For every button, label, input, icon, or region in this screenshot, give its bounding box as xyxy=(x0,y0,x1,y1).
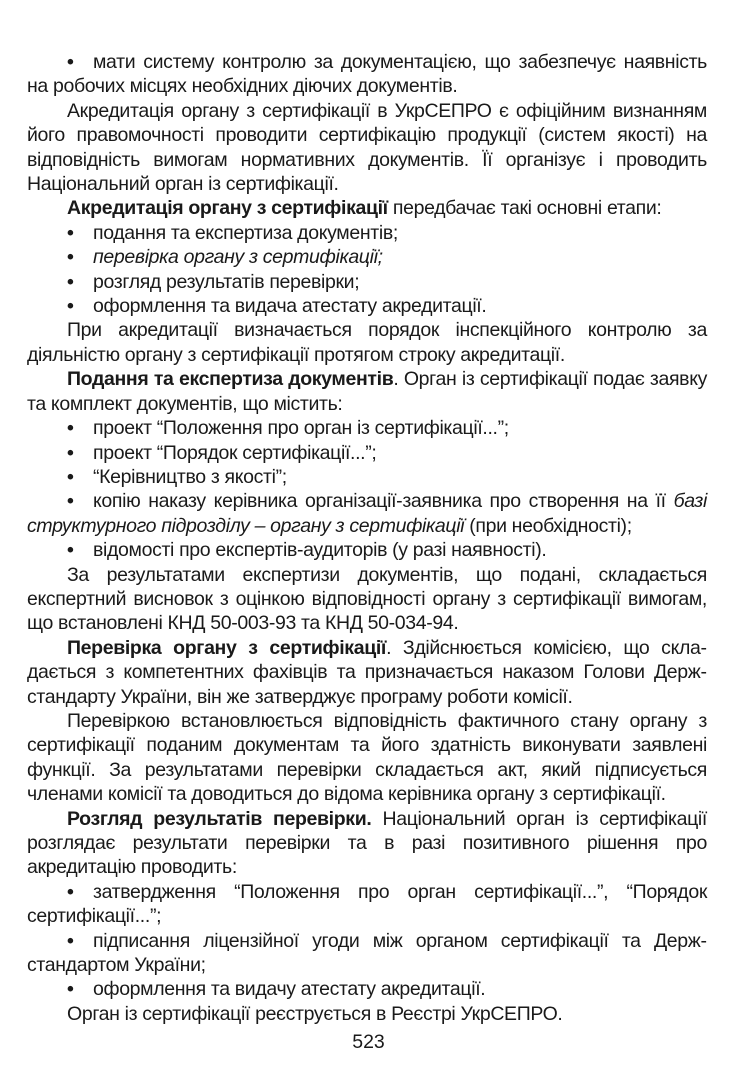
paragraph xyxy=(27,1002,707,1026)
bullet-icon: • xyxy=(67,929,74,952)
bullet-item xyxy=(27,489,707,538)
bold-run: Перевірка органу з сертифікації xyxy=(67,636,387,659)
bullet-item xyxy=(27,465,707,489)
paragraph xyxy=(27,196,707,220)
text-run: розгляд результатів перевірки; xyxy=(93,270,360,293)
bullet-icon: • xyxy=(67,539,74,562)
text-run: Перевіркою встановлюється відповідність фактичного стану органу з сертифікації поданим документам та його здатність виконувати заявлені функції. За результатами перевірки складається акт, який підписується членами комісії та доводиться до відома керівника органу з сертифікації. xyxy=(27,709,707,806)
bullet-icon: • xyxy=(67,221,74,244)
paragraph xyxy=(27,636,707,709)
bullet-icon: • xyxy=(67,246,74,269)
bullet-icon: • xyxy=(67,880,74,903)
text-run: За результатами експертизи документів, що подані, складається експертний висновок з оцінкою відповідності органу з сертифікації вимогам, що встановлені КНД 50-003-93 та КНД 50-034-94. xyxy=(27,563,707,635)
bullet-item xyxy=(27,977,707,1001)
bold-run: Акредитація органу з сертифікації xyxy=(67,197,388,220)
text-run: Національний орган із сертифікації розглядає результати перевірки та в разі позитивного рішення про акредитацію проводить: xyxy=(27,807,707,879)
paragraph xyxy=(27,709,707,807)
text-run: оформлення та видачу атестату акредитації. xyxy=(93,978,486,1001)
bullet-item xyxy=(27,294,707,318)
bullet-item xyxy=(27,221,707,245)
text-run: копію наказу керівника організації-заявника про створення на її xyxy=(93,490,674,513)
text-run: передбачає такі основні етапи: xyxy=(387,197,662,220)
bullet-item xyxy=(27,929,707,978)
bullet-item xyxy=(27,270,707,294)
bullet-item xyxy=(27,441,707,465)
paragraph xyxy=(27,99,707,197)
bullet-icon: • xyxy=(67,295,74,318)
bold-run: Розгляд результатів перевірки. xyxy=(67,807,372,830)
page-body-text xyxy=(27,50,707,1026)
text-run: оформлення та видача атестату акредитації. xyxy=(93,295,487,318)
bullet-icon: • xyxy=(67,490,74,513)
text-run: підписання ліцензійної угоди між органом сертифікації та Держстандартом України; xyxy=(27,929,707,977)
text-run: проект “Порядок сертифікації...”; xyxy=(93,441,377,464)
page-number: 523 xyxy=(352,1031,385,1053)
bullet-item xyxy=(27,416,707,440)
bullet-icon: • xyxy=(67,978,74,1001)
paragraph xyxy=(27,367,707,416)
bullet-item xyxy=(27,538,707,562)
paragraph xyxy=(27,563,707,636)
bullet-icon: • xyxy=(67,441,74,464)
bullet-icon: • xyxy=(67,51,74,73)
text-run: При акредитації визначається порядок інспекційного контролю за діяльністю органу з сертифікації протягом строку акредитації. xyxy=(27,319,707,366)
bullet-icon: • xyxy=(67,465,74,488)
text-run: проект “Положення про орган із сертифікації...”; xyxy=(93,417,509,440)
text-run: Акредитація органу з сертифікації в УкрСЕПРО є офіційним визнанням його правомочності проводити сертифікацію продукції (систем якості) на відповідність вимогам нормативних документів. Її організує і проводить Національний орган із сертифікації. xyxy=(27,99,707,196)
bullet-item xyxy=(27,245,707,269)
text-run: затвердження “Положення про орган сертифікації...”, “Порядок сертифікації...”; xyxy=(27,880,707,928)
italic-run: базі структурного підрозділу – органу з сертифікації xyxy=(27,490,707,537)
bullet-item xyxy=(27,880,707,929)
text-run: (при необхідності); xyxy=(464,514,632,537)
text-run: . Здійснюється комісією, що складається з компетентних фахівців та призначається наказом Голови Держстандарту України, він же затверджує програму роботи комісії. xyxy=(27,636,707,708)
bullet-item xyxy=(27,50,707,99)
italic-run: перевірка органу з сертифікації; xyxy=(93,246,383,269)
text-run: мати систему контролю за документацією, що забезпечує наявність на робочих місцях необхідних діючих документів. xyxy=(27,51,707,98)
text-run: відомості про експертів-аудиторів (у разі наявності). xyxy=(93,539,547,562)
paragraph xyxy=(27,807,707,880)
text-run: . Орган із сертифікації подає заявку та комплект документів, що містить: xyxy=(27,368,707,415)
bullet-icon: • xyxy=(67,270,74,293)
bullet-icon: • xyxy=(67,417,74,440)
text-run: “Керівництво з якості”; xyxy=(93,465,287,488)
bold-run: Подання та експертиза документів xyxy=(67,368,394,391)
text-run: Орган із сертифікації реєструється в Реєстрі УкрСЕПРО. xyxy=(67,1002,563,1025)
text-run: подання та експертиза документів; xyxy=(93,221,398,244)
paragraph xyxy=(27,318,707,367)
